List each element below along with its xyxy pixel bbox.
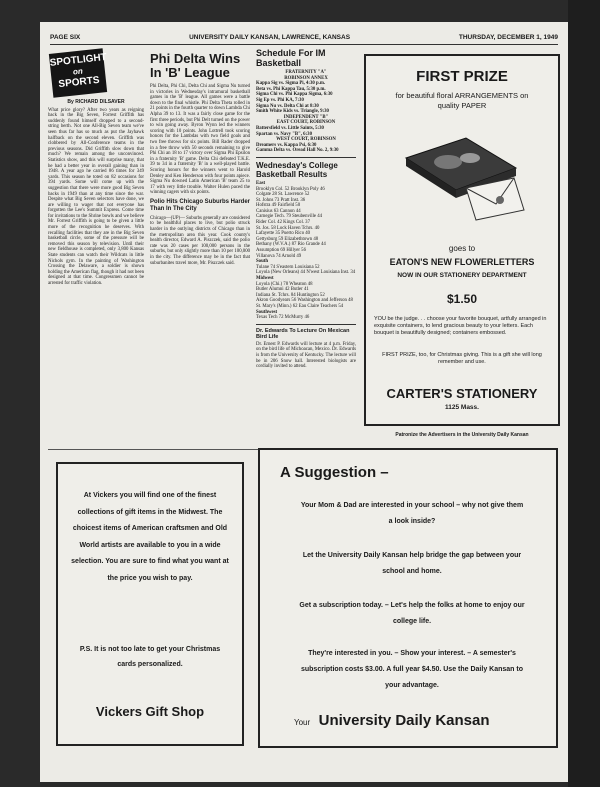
phidelta-headline: Phi Delta Wins In 'B' League (150, 51, 241, 80)
results-line: Indiana St. Tchrs. 84 Huntington 52 (256, 292, 325, 298)
schedule-line: Battersfield vs. Little Saints, 5:30 (256, 125, 324, 131)
polio-headline: Polio Hits Chicago Suburbs Harder Than In The City (150, 198, 250, 212)
ad-tagline: for beautiful floral ARRANGEMENTS on quality PAPER (395, 91, 529, 110)
schedule-line: INDEPENDENT "B" (283, 114, 329, 120)
page-number: PAGE SIX (50, 33, 81, 41)
vickers-ad (56, 462, 244, 746)
results-line: Bethany (W.V.A.) 87 Rio Grande 44 (256, 242, 326, 248)
spotlight-logo-wrap (48, 48, 144, 100)
results-line: Loyola (New Orleans) 44 N'west Louisiana Inst. 34 (256, 270, 356, 276)
results-line: Villanova 74 Arnold 49 (256, 253, 302, 259)
results-line: Tulane 74 S'eastern Louisiana 52 (256, 264, 320, 270)
lecture-body: Dr. Ernest P. Edwards will lecture at 4 p.m. Friday, on the bird life of Michoacan, Mexico. Dr. Edwards is from the University of Kentucky. The lecture will be in 206 Snow hall. Interested biologists are cordially invited to attend. (256, 341, 356, 370)
intramural-column (150, 48, 250, 448)
ad-body: YOU be the judge. . . choose your favorite bouquet, artfully arranged in exquisite containers, to lend gracious beauty to your letters. Each bouquet is beautifully designed; containers embossed. (374, 316, 547, 336)
schedule-line: Dreamers vs. Kappa Psi, 6:30 (256, 142, 317, 148)
kansan-name: University Daily Kansan (318, 712, 490, 729)
vickers-body: At Vickers you will find one of the finest collections of gift items in the Midwest. The choicest items of American craftsmen and Old World artists are available to you in a wide selection. You are sure to find what you want at the price you wish to pay. (71, 492, 229, 582)
schedule-line: Beta vs. Phi Kappa Tau, 5:30 p.m. (256, 86, 326, 92)
results-line: Rider Col. 42 Kings Col. 37 (256, 220, 310, 226)
phidelta-body: Phi Delta, Phi Chi, Delta Chi and Sigma Nu turned in victories in Wednesday's intramural basketball games in the 'B' league. All games were a battle down to the final whistle. Phi Delta Theta rolled in 21 points in the fourth quarter to down Lambda Chi Alpha 39 to 13. It was a fairly close game for the first three periods, but Phi Delt turned on the power to win going away. Byron Wynn led the winners scoring with 10 points. John Lottrell took scoring honors for the Lambdas with two field goals and two free throws for six points. Bill Rader dropped in a free throw with 50 seconds remaining to give Phi Chi an 18 to 17 victory over Sigma Phi Epsilon in a fraternity 'B' game. Delta Chi defeated T.K.E. 39 to 34 in a fraternity 'B' in a well-played battle. Scoring honors for the winners went to Harold Denley and Ken Henderson with four points apiece. Sigma Nu downed Latin American 'B' team 25 to 17 with very little trouble. Walter Hulen paced the winning cagers with six points. (150, 84, 250, 196)
suggestion-ad (258, 448, 558, 748)
spotlight-body: What price glory? After two years as reigning back in the Big Seven, Forrest Griffith has suddenly found himself dropped to a second-string berth. Not one All-Big Seven team we've seen thus far has so much as put the Jayhawk halfback on the second eleven. Griffith was clobbered by All-Conference teams in the previous seasons. Did Griffith slow down that much? We remain among the unconvinced. Statistics show, and this will surprise many, that he had a better year in overall gaining than in 1948. A year ago he carried 86 times for 349 yards. This season he toted on 82 occasions for 394 yards. Some will come up with the suggestion that there were more good Big Seven backs in 1949 than at any time since the war. Despite what Big Seven selectors have done, we are willing to wager that not everyone has forgotten the Lee's Summit Express. Come time for invitations to the Shrine bowls and we believe Mr. Forrest Griffith is going to be given a little more of the recognition he deserves. With recalling facilities that they are in the Big Seven basketball circle, some of the pressure will be removed this season by television. Until their new fieldhouse is completed, only 3,800 Kansas State students can watch their Wildcats in little Nichols gym. In the painting of Washington Crossing the Delaware, a soldier is shown holding the American flag, though it had not been designed at that time. Congressmen cannot be arrested for traffic violation. (48, 107, 144, 286)
schedule-line: Spartan vs. Navy "B", 6:30 (256, 131, 312, 137)
product-name: EATON'S NEW FLOWERLETTERS (389, 257, 535, 267)
results-line: Assumption 69 Hillyer 56 (256, 248, 306, 254)
results-line: South (256, 259, 268, 265)
department-line: NOW IN OUR STATIONERY DEPARTMENT (397, 272, 527, 279)
stationery-box-illustration (396, 128, 528, 228)
vickers-ps: P.S. It is not too late to get your Christmas cards personalized. (79, 646, 221, 668)
results-line: Lafayette 35 Puerto Rico 40 (256, 231, 311, 237)
results-line: East (256, 180, 266, 186)
results-line: St. Johns 73 Pratt Inst. 36 (256, 197, 306, 203)
store-address: 1125 Mass. (445, 404, 479, 411)
patronize-line: Patronize the Advertisers in the University Daily Kansan (395, 432, 529, 438)
goes-to-label: goes to (448, 244, 476, 253)
results-line: Colgate 28 St. Lawrence 52 (256, 192, 310, 198)
results-line: Loyola (Chi.) 78 Wheaton 48 (256, 281, 313, 287)
your-label: Your (294, 718, 311, 727)
results-line: St. Mary's (Minn.) 62 Eau Claire Teachers 54 (256, 303, 344, 309)
schedule-line: Sigma Nu vs. Delta Chi at 8:30 (256, 103, 319, 109)
results-line: Midwest (256, 276, 274, 281)
suggestion-title: A Suggestion – (280, 464, 389, 481)
schedule-line: Sigma Chi vs. Phi Kappa Sigma, 6:30 (256, 92, 333, 98)
vickers-name: Vickers Gift Shop (95, 704, 205, 719)
schedule-line: EAST COURT, ROBINSON (276, 120, 336, 126)
page-edge (568, 0, 600, 787)
carters-ad (364, 54, 560, 426)
results-title: Wednesday's College Basketball Results (256, 160, 338, 179)
results-line: Hofstra 49 Fairfield 50 (256, 203, 301, 209)
newspaper-page (40, 22, 568, 782)
first-prize-heading: FIRST PRIZE (416, 68, 508, 85)
suggestion-signature (294, 712, 536, 730)
suggestion-line-4: They're interested in you. – Show your interest. – A semester's subscription costs $3.00. A full year $4.50. Use the Daily Kansan to your advantage. (300, 650, 523, 689)
results-line: Brooklyn Col. 52 Brooklyn Poly 46 (256, 186, 325, 192)
results-line: St. Jos. 58 Lock Haven Tchrs. 40 (256, 225, 320, 231)
results-line: Canisius 63 Cannon 44 (256, 208, 301, 214)
issue-date: THURSDAY, DECEMBER 1, 1949 (458, 33, 558, 41)
spotlight-logo (49, 48, 107, 97)
schedule-list (256, 70, 356, 154)
results-line: Butler Alumni 42 Butler 41 (256, 287, 309, 293)
price: $1.50 (446, 292, 478, 306)
schedule-line: FRATERNITY "A" (285, 70, 327, 75)
results-line: Gettysburg 59 Elizabethtown 48 (256, 236, 319, 242)
lecture-headline: Dr. Edwards To Lecture On Mexican Bird Life (256, 327, 350, 341)
logo-line-3: SPORTS (57, 74, 101, 91)
basketball-column (256, 48, 356, 448)
schedule-line: Kappa Sig vs. Sigma Pi, 4:30 p.m. (256, 81, 326, 87)
results-line: Texas Tech 72 McMurry 46 (256, 315, 310, 321)
results-list (256, 181, 356, 321)
store-name: CARTER'S STATIONERY (386, 386, 538, 401)
logo-line-2: on (72, 66, 84, 77)
schedule-line: Smith White Kids vs. Triangle, 9:30 (256, 109, 329, 115)
suggestion-line-3: Get a subscription today. – Let's help the folks at home to enjoy our college life. (299, 602, 525, 625)
schedule-line: ROBINSON ANNEX (284, 75, 328, 81)
page-header (50, 30, 558, 45)
suggestion-line-1: Your Mom & Dad are interested in your school – why not give them a look inside? (300, 502, 524, 525)
spotlight-column (48, 48, 144, 448)
polio-body: Chicago—(UP)— Suburbs generally are considered to be healthful places to live, but polio struck harder in the outlying districts of Chicago than in the metropolitan area this year. Cook county's health director, Edward A. Piszczek, said the polio rate was 20 cases per 100,000 persons in the suburbs, but only slightly more than 10 per 100,000 in the city. The difference may be in the fact that suburbanites travel more, Mr. Piszczek said. (150, 215, 250, 266)
schedule-title: Schedule For IM Basketball (256, 48, 326, 68)
paper-name: UNIVERSITY DAILY KANSAN, LAWRENCE, KANSAS (189, 33, 351, 41)
schedule-line: WEST COURT, ROBINSON (276, 137, 336, 143)
ad-gift-line: FIRST PRIZE, too, for Christmas giving. This is a gift she will long remember and use. (382, 352, 542, 365)
results-line: Akron Goodyears 56 Washington and Jefferson 48 (256, 298, 353, 304)
logo-line-1: SPOTLIGHT (49, 51, 108, 69)
results-line: Carnegie Tech. 79 Steubenville 44 (256, 214, 323, 220)
results-line: Southwest (256, 309, 278, 315)
schedule-line: Sig Ep vs. Phi KA, 7:30 (256, 97, 304, 103)
spotlight-byline: By RICHARD DILSAVER (67, 99, 125, 105)
schedule-line: Gamma Delta vs. Oread Hall No. 2, 9:30 (256, 148, 339, 154)
suggestion-line-2: Let the University Daily Kansan help bridge the gap between your school and home. (302, 552, 522, 575)
